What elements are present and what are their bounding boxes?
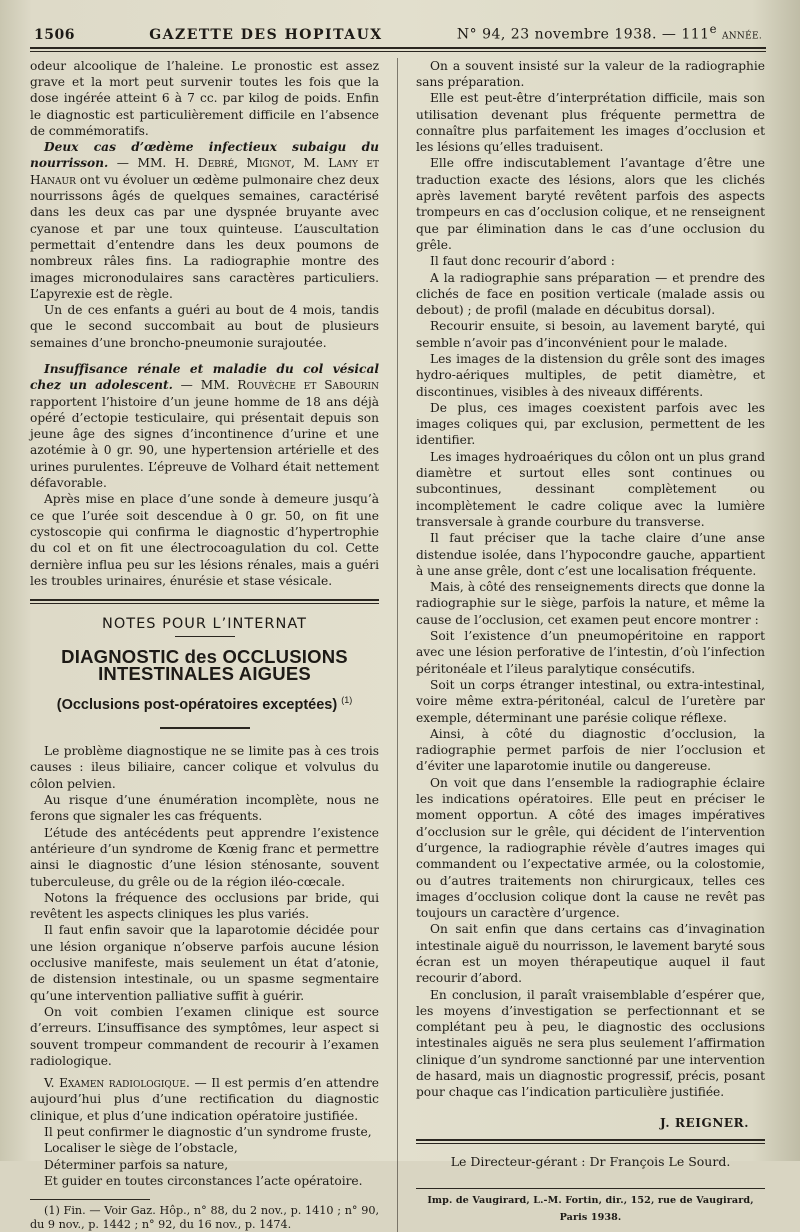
header-rule <box>30 51 766 52</box>
authors: Rouvèche et Sabourin <box>237 378 379 393</box>
article-title: DIAGNOSTIC des OCCLUSIONS INTESTINALES AIGUES <box>61 646 348 684</box>
paragraph-text: rapportent l’histoire d’un jeune homme de 18 ans déjà opéré d’ectopie testiculaire, qui présentait depuis son jeune âge des signes d’incontinence d’urine et une azotémie à 0 gr. 90, une hypertension artérielle et des urines purulentes. L’épreuve de Volhard était nettement défavorable. <box>30 394 379 491</box>
paragraph-text: ont vu évoluer un œdème pulmonaire chez deux nourrissons âgés de quelques semaines, caractérisé dans les deux cas par une dyspnée bruyante avec cyanose et par une toux quinteuse. L’auscultation permettait d’entendre dans les deux poumons de nombreux râles fins. La radiographie montre des images micronodulaires sans caractères particuliers. L’apyrexie est de règle. <box>30 172 379 301</box>
paragraph: Déterminer parfois sa nature, <box>44 1157 229 1172</box>
dash: — MM. <box>172 378 238 393</box>
paragraph: Il faut donc recourir d’abord : <box>430 254 615 269</box>
page-header <box>30 22 766 49</box>
paragraph: En conclusion, il paraît vraisemblable d’espérer que, les moyens d’investigation se perfectionnant et se complétant peu à peu, le diagnostic des occlusions intestinales aiguës ne sera plus seulement l’affirmation clinique d’un syndrome sanctionné par une intervention de hasard, mais un diagnostic progressif, précis, posant pour chaque cas l’indication particulière justifiée. <box>416 987 765 1100</box>
paragraph: Les images hydroaériques du côlon ont un plus grand diamètre et surtout elles sont continues ou subcontinues, dessinant complètement ou incomplètement le cadre colique avec la lumière transversale à grande courbure du transverse. <box>416 449 765 529</box>
text-columns <box>30 58 766 1232</box>
paragraph: Recourir ensuite, si besoin, au lavement baryté, qui semble n’avoir pas d’inconvénient pour le malade. <box>416 319 765 350</box>
footnote: (1) Fin. — Voir Gaz. Hôp., n° 88, du 2 nov., p. 1410 ; n° 90, du 9 nov., p. 1442 ; n° 92, du 16 nov., p. 1474. <box>30 1204 379 1232</box>
paragraph: Soit l’existence d’un pneumopéritoine en rapport avec une lésion perforative de l’intestin, d’où l’infection péritonéale et l’ileus paralytique consécutifs. <box>416 629 765 676</box>
paragraph: L’étude des antécédents peut apprendre l’existence antérieure d’un syndrome de Kœnig franc et permettre ainsi le diagnostic d’une lésion sténosante, souvent tuberculeuse, du grêle ou de la région iléo-cœcale. <box>30 825 379 889</box>
section-title: NOTES POUR L’INTERNAT <box>102 616 307 633</box>
paragraph: Notons la fréquence des occlusions par bride, qui revêtent les aspects cliniques les plus variés. <box>30 890 379 922</box>
paragraph: Soit un corps étranger intestinal, ou extra-intestinal, voire même extra-péritonéal, calcul de l’uretère par exemple, déterminant une parésie colique réflexe. <box>416 677 765 725</box>
author-signature: J. REIGNER. <box>660 1115 749 1130</box>
right-column <box>416 58 765 1232</box>
section-divider <box>30 599 379 604</box>
paragraph: On a souvent insisté sur la valeur de la radiographie sans préparation. <box>416 58 765 89</box>
paragraph: Au risque d’une énumération incomplète, nous ne ferons que signaler les cas fréquents. <box>30 793 379 824</box>
issue-superscript: e <box>709 22 717 36</box>
subtitle-text: (Occlusions post-opératoires exceptées) <box>56 696 338 713</box>
paragraph: Mais, à côté des renseignements directs que donne la radiographie sur le siège, parfois la nature, et même la cause de l’occlusion, cet examen peut encore montrer : <box>416 580 765 627</box>
issue-date: N° 94, 23 novembre 1938. — 111 <box>456 26 710 43</box>
paragraph: odeur alcoolique de l’haleine. Le pronostic est assez grave et la mort peut survenir toutes les fois que la dose ingérée atteint 6 à 7 cc. par kilog de poids. Enfin le diagnostic est particulièrement difficile en l’absence de commémoratifs. <box>30 58 379 138</box>
footnote-divider <box>30 1199 150 1200</box>
paragraph: Elle est peut-être d’interprétation difficile, mais son utilisation devenant plus fréquente permettra de connaître plus parfaitement les images d’occlusion et les lésions qu’elles traduisent. <box>416 91 765 155</box>
left-column <box>30 58 379 1232</box>
paragraph: On voit que dans l’ensemble la radiographie éclaire les indications opératoires. Elle peut en préciser le moment opportun. A côté des images impératives d’occlusion sur le grêle, qui décident de l’intervention d’urgence, la radiographie révèle d’autres images qui commandent ou l’expectative armée, ou la colostomie, ou d’autres traitements non chirurgicaux, telles ces images d’occlusion colique dont la cause ne revêt pas toujours un caractère d’urgence. <box>416 775 765 921</box>
paragraph: On sait enfin que dans certains cas d’invagination intestinale aiguë du nourrisson, le lavement baryté sous écran est un moyen thérapeutique auquel il faut recourir d’abord. <box>416 922 765 986</box>
paragraph: Les images de la distension du grêle sont des images hydro-aériques multiples, de petit diamètre, et discontinues, visibles à des niveaux différents. <box>416 352 765 399</box>
paragraph-rouveche <box>30 361 379 491</box>
issue-info <box>457 22 762 43</box>
paragraph: Après mise en place d’une sonde à demeure jusqu’à ce que l’urée soit descendue à 0 gr. 50, on fit une cystoscopie qui confirma le diagnostic d’hypertrophie du col et on fit une électrocoagulation du col. Cette dernière influa peu sur les lésions rénales, mais a guéri les troubles urinaires, énurésie et stase vésicale. <box>30 492 379 588</box>
paragraph: Il faut préciser que la tache claire d’une anse distendue isolée, dans l’hypocondre gauche, appartient à une anse grêle, dont c’est une localisation fréquente. <box>416 531 765 578</box>
paragraph-debre <box>30 139 379 302</box>
authors: MM. H. Debré, Mignot, M. Lamy et Hanaur <box>30 156 379 187</box>
page-number: 1506 <box>34 26 75 43</box>
journal-title: GAZETTE DES HOPITAUX <box>149 26 383 43</box>
paragraph: Ainsi, à côté du diagnostic d’occlusion, la radiographie permet parfois de nier l’occlusion et d’éviter une laparotomie inutile ou dangereuse. <box>416 726 765 774</box>
paragraph: Un de ces enfants a guéri au bout de 4 mois, tandis que le second succombait au bout de plusieurs semaines d’une broncho-pneumonie surajoutée. <box>30 303 379 350</box>
issue-annee: ANNÉE. <box>721 31 762 42</box>
run-in-heading: Insuffisance rénale et maladie du col vésical chez un adolescent. <box>30 362 379 393</box>
run-in-heading: Deux cas d’œdème infectieux subaigu du nourrisson. <box>30 140 379 171</box>
paragraph: On voit combien l’examen clinique est source d’erreurs. L’insuffisance des symptômes, leur aspect si souvent trompeur commandent de recourir à l’examen radiologique. <box>30 1004 379 1068</box>
imprint-divider <box>416 1188 765 1189</box>
paragraph: De plus, ces images coexistent parfois avec les images coliques qui, par exclusion, permettent de les identifier. <box>416 400 765 448</box>
end-divider <box>416 1139 765 1144</box>
paragraph-text: — Il est permis d’en attendre aujourd’hui plus d’une rectification du diagnostic clinique, et plus d’une indication opératoire justifiée. <box>30 1076 379 1123</box>
dash: — <box>108 156 138 171</box>
column-divider <box>397 58 398 1232</box>
paragraph-section-v <box>30 1075 379 1124</box>
section-heading: V. Examen radiologique. <box>44 1076 190 1091</box>
paragraph: Localiser le siège de l’obstacle, <box>44 1141 238 1156</box>
paragraph: Il peut confirmer le diagnostic d’un syndrome fruste, <box>44 1125 372 1139</box>
paragraph: Il faut enfin savoir que la laparotomie décidée pour une lésion organique n’observe parfois aucune lésion occlusive manifeste, mais seulement un état d’atonie, de distension intestinale, ou un spasme segmentaire qu’une intervention palliative suffit à guérir. <box>30 923 379 1003</box>
paragraph: Le problème diagnostique ne se limite pas à ces trois causes : ileus biliaire, cancer colique et volvulus du côlon pelvien. <box>30 744 379 791</box>
director-line: Le Directeur-gérant : Dr François Le Sourd. <box>450 1153 731 1169</box>
title-divider <box>160 727 250 729</box>
printer-imprint: Imp. de Vaugirard, L.-M. Fortin, dir., 152, rue de Vaugirard, Paris 1938. <box>427 1195 754 1223</box>
article-subtitle <box>30 692 379 713</box>
paragraph: Et guider en toutes circonstances l’acte opératoire. <box>44 1173 363 1188</box>
footnote-marker: (1) <box>341 695 353 706</box>
paragraph: A la radiographie sans préparation — et prendre des clichés de face en position verticale (malade assis ou debout) ; de profil (malade en décubitus dorsal). <box>416 270 765 318</box>
paragraph: Elle offre indiscutablement l’avantage d’être une traduction exacte des lésions, alors que les clichés après lavement baryté revêtent parfois des aspects trompeurs en cas d’occlusion colique, et ne renseignent que par élimination dans le cas d’une occlusion du grêle. <box>416 156 765 252</box>
short-divider <box>175 636 235 637</box>
